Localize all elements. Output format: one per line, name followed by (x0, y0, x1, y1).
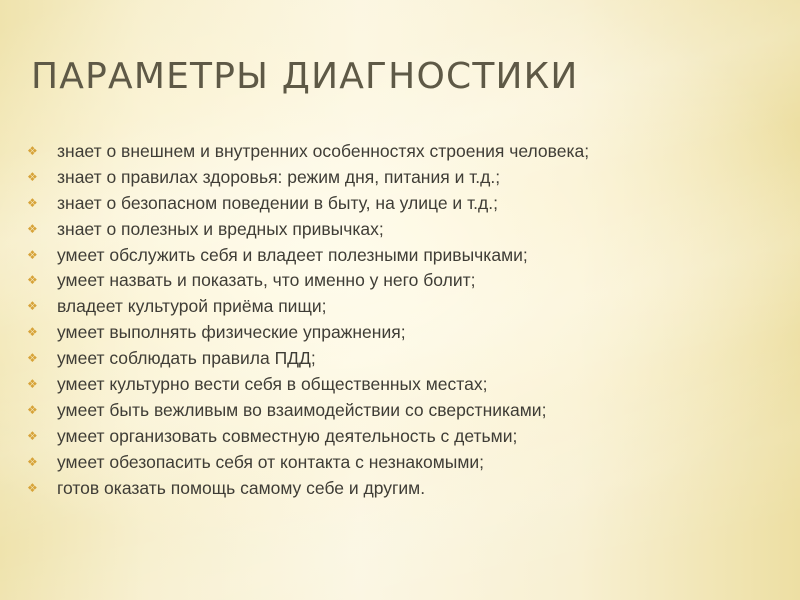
list-item-text: умеет обслужить себя и владеет полезными привычками; (57, 244, 528, 265)
diagnostic-parameters-list (27, 140, 589, 502)
list-item-text: умеет быть вежливым во взаимодействии со сверстниками; (57, 399, 547, 420)
list-item (27, 218, 589, 244)
list-item (27, 347, 589, 373)
list-item (27, 425, 589, 451)
diamond-bullet-icon: ❖ (27, 195, 38, 210)
slide-title: ПАРАМЕТРЫ ДИАГНОСТИКИ (31, 56, 579, 97)
list-item-text: владеет культурой приёма пищи; (57, 296, 327, 317)
list-item (27, 373, 589, 399)
diamond-bullet-icon: ❖ (27, 325, 38, 340)
list-item-text: умеет организовать совместную деятельность с детьми; (57, 425, 518, 446)
diamond-bullet-icon: ❖ (27, 299, 38, 314)
list-item-text: умеет соблюдать правила ПДД; (57, 348, 316, 369)
list-item (27, 451, 589, 477)
list-item-text: знает о полезных и вредных привычках; (57, 218, 384, 239)
list-item (27, 321, 589, 347)
diamond-bullet-icon: ❖ (27, 247, 38, 262)
list-item-text: умеет выполнять физические упражнения; (57, 322, 406, 343)
diamond-bullet-icon: ❖ (27, 351, 38, 366)
list-item-text: умеет обезопасить себя от контакта с незнакомыми; (57, 451, 485, 472)
list-item (27, 192, 589, 218)
list-item (27, 399, 589, 425)
list-item (27, 166, 589, 192)
list-item (27, 295, 589, 321)
list-item-text: готов оказать помощь самому себе и другим. (57, 477, 426, 498)
diamond-bullet-icon: ❖ (27, 273, 38, 288)
list-item-text: знает о внешнем и внутренних особенностях строения человека; (57, 141, 590, 161)
list-item-text: умеет культурно вести себя в общественных местах; (57, 374, 488, 395)
diamond-bullet-icon: ❖ (27, 221, 38, 236)
list-item (27, 244, 589, 270)
list-item (27, 269, 589, 295)
list-item-text: знает о правилах здоровья: режим дня, питания и т.д.; (57, 166, 501, 187)
diamond-bullet-icon: ❖ (27, 454, 38, 469)
list-item (27, 477, 589, 503)
diamond-bullet-icon: ❖ (27, 402, 38, 417)
diamond-bullet-icon: ❖ (27, 480, 38, 495)
list-item (27, 140, 589, 166)
diamond-bullet-icon: ❖ (27, 144, 38, 158)
diamond-bullet-icon: ❖ (27, 169, 38, 184)
list-item-text: умеет назвать и показать, что именно у него болит; (57, 270, 476, 291)
diamond-bullet-icon: ❖ (27, 428, 38, 443)
diamond-bullet-icon: ❖ (27, 377, 38, 392)
list-item-text: знает о безопасном поведении в быту, на улице и т.д.; (57, 192, 498, 213)
